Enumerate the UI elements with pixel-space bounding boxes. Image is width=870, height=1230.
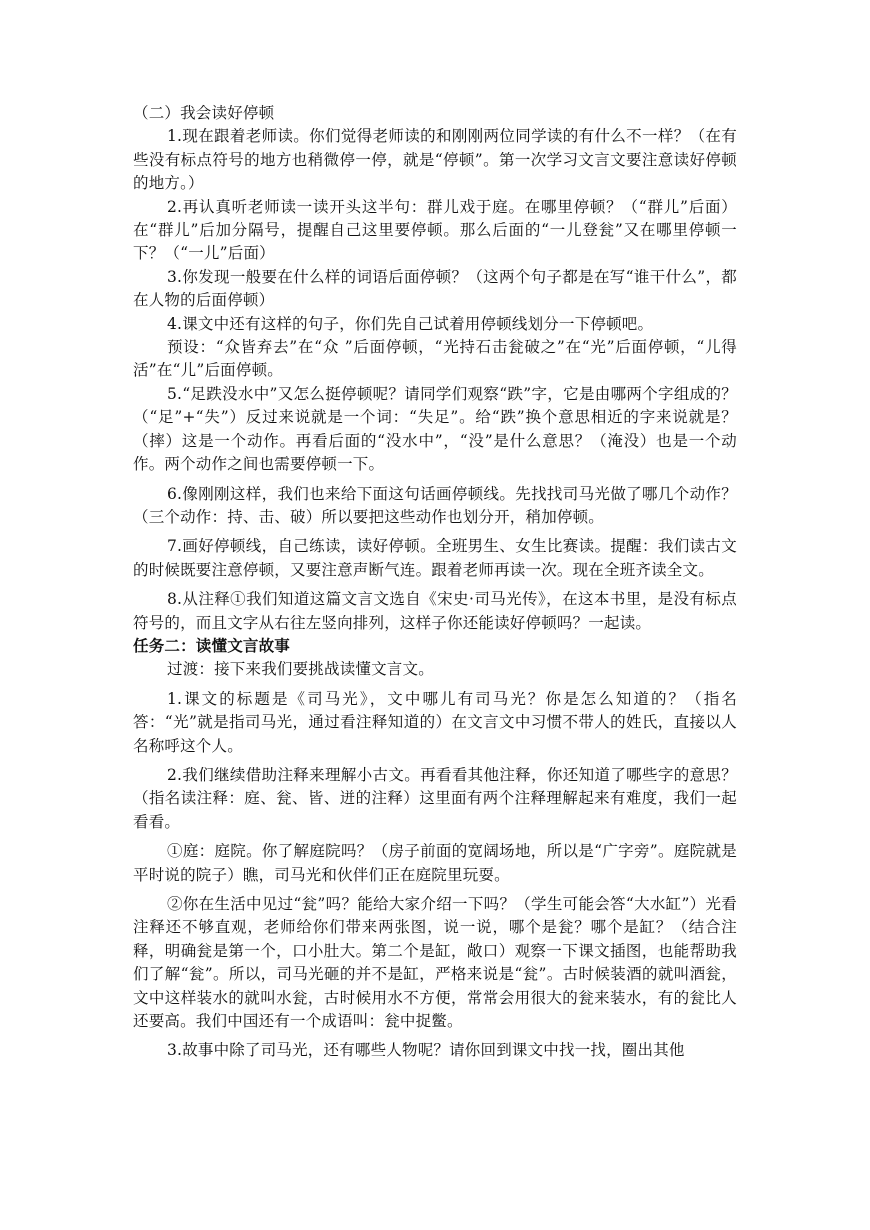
paragraph: 7.画好停顿线，自己练读，读好停顿。全班男生、女生比赛读。提醒：我们读古文的时候既要注意停顿，又要注意声断气连。跟着老师再读一次。现在全班齐读全文。 xyxy=(133,537,737,579)
paragraph: 1.现在跟着老师读。你们觉得老师读的和刚刚两位同学读的有什么不一样？（在有些没有标点符号的地方也稍微停一停，就是“停顿”。第一次学习文言文要注意读好停顿的地方。） xyxy=(133,127,737,193)
paragraph: 3.你发现一般要在什么样的词语后面停顿？（这两个句子都是在写“谁干什么”，都在人物的后面停顿） xyxy=(133,267,737,310)
paragraph: ①庭：庭院。你了解庭院吗？（房子前面的宽阔场地，所以是“广字旁”。庭院就是平时说的院子）瞧，司马光和伙伴们正在庭院里玩耍。 xyxy=(133,842,737,884)
paragraph: ②你在生活中见过“瓮”吗？能给大家介绍一下吗？（学生可能会答“大水缸”）光看注释还不够直观，老师给你们带来两张图，说一说，哪个是瓮？哪个是缸？（结合注释，明确瓮是第一个，口小肚大。第二个是缸，敞口）观察一下课文插图，也能帮助我们了解“瓮”。所以，司马光砸的并不是缸，严格来说是“瓮”。古时候装酒的就叫酒瓮，文中这样装水的就叫水瓮，古时候用水不方便，常常会用很大的瓮来装水，有的瓮比人还要高。我们中国还有一个成语叫：瓮中捉鳖。 xyxy=(133,895,737,1031)
paragraph: 预设：“众皆弃去”在“众 ”后面停顿，“光持石击瓮破之”在“光”后面停顿，“儿得活”在“儿”后面停顿。 xyxy=(133,338,737,380)
task-heading: 任务二：读懂文言故事 xyxy=(133,636,291,655)
paragraph: 2.我们继续借助注释来理解小古文。再看看其他注释，你还知道了哪些字的意思？（指名读注释：庭、瓮、皆、迸的注释）这里面有两个注释理解起来有难度，我们一起看看。 xyxy=(133,765,737,831)
paragraph: 3.故事中除了司马光，还有哪些人物呢？请你回到课文中找一找，圈出其他 xyxy=(167,1041,685,1060)
paragraph: 过渡：接下来我们要挑战读懂文言文。 xyxy=(167,660,434,679)
paragraph: 6.像刚刚这样，我们也来给下面这句话画停顿线。先找找司马光做了哪几个动作？（三个动作：持、击、破）所以要把这些动作也划分开，稍加停顿。 xyxy=(133,484,737,526)
paragraph: 4.课文中还有这样的句子，你们先自己试着用停顿线划分一下停顿吧。 xyxy=(167,314,654,333)
paragraph: 2.再认真听老师读一读开头这半句：群儿戏于庭。在哪里停顿？（“群儿”后面）在“群儿”后加分隔号，提醒自己这里要停顿。那么后面的“一儿登瓮”又在哪里停顿一下？（“一儿”后面） xyxy=(133,197,737,263)
paragraph: 8.从注释①我们知道这篇文言文选自《宋史·司马光传》，在这本书里，是没有标点符号的，而且文字从右往左竖向排列，这样子你还能读好停顿吗？一起读。 xyxy=(133,590,737,632)
document-body xyxy=(133,102,737,1063)
paragraph: 1.课文的标题是《司马光》，文中哪儿有司马光？你是怎么知道的？（指名答：“光”就是指司马光，通过看注释知道的）在文言文中习惯不带人的姓氏，直接以人名称呼这个人。 xyxy=(133,689,737,755)
paragraph: 5.“足跌没水中”又怎么挺停顿呢？请同学们观察“跌”字，它是由哪两个字组成的？（“足”+“失”）反过来说就是一个词：“失足”。给“跌”换个意思相近的字来说就是？（摔）这是一个动作。再看后面的“没水中”，“没”是什么意思？（淹没）也是一个动作。两个动作之间也需要停顿一下。 xyxy=(133,384,737,474)
section-title: （二）我会读好停顿 xyxy=(133,104,275,122)
